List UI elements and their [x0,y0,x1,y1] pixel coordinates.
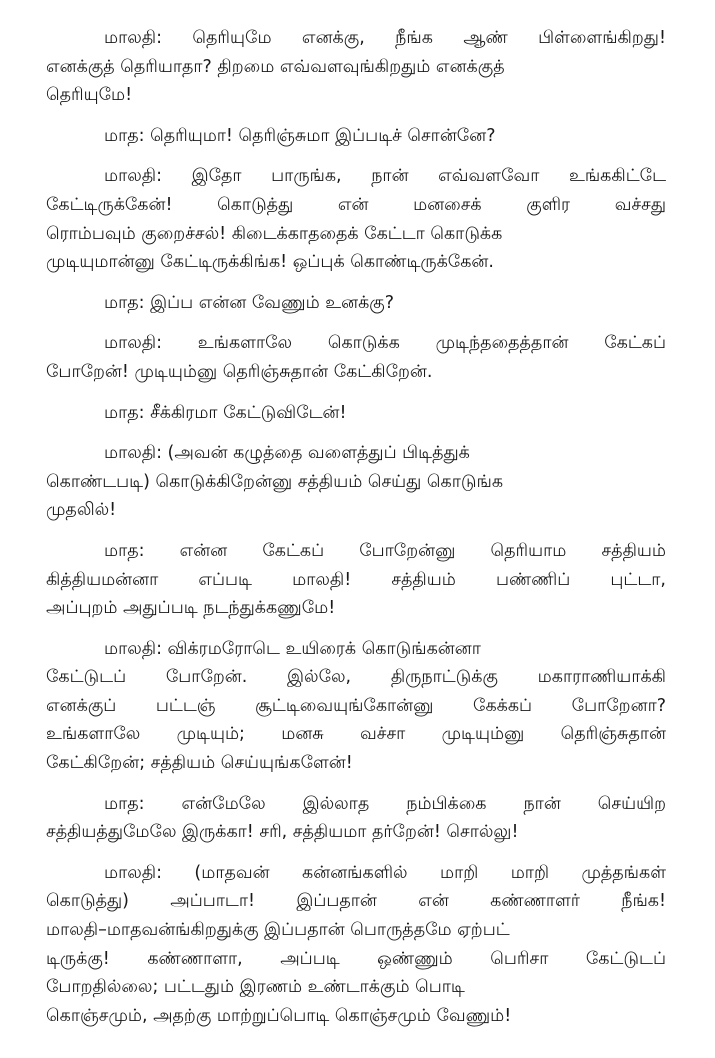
dialogue-paragraph [46,122,668,151]
dialogue-paragraph [46,859,668,1031]
text-line: போறேன்! முடியும்னு தெரிஞ்சுதான் கேட்கிறேன். [46,361,433,382]
text-line: உங்களாலே முடியும்; மனசு வச்சா முடியும்னு தெரிஞ்சுதான் [46,724,666,745]
text-line: போறதில்லை; பட்டதும் இரணம் உண்டாக்கும் பொடி [46,977,465,998]
text-line: டிருக்கு! கண்ணாளா, அப்படி ஒண்ணும் பெரிசா கேட்டுடப் [46,948,666,969]
dialogue-paragraph [46,790,668,847]
dialogue-paragraph [46,537,668,623]
text-line: மாலதி: (மாதவன் கன்னங்களில் மாறி மாறி முத்தங்கள் [104,862,666,883]
dialogue-paragraph [46,635,668,778]
text-line: மாலதி–மாதவன்ங்கிறதுக்கு இப்பதான் பொருத்தமே ஏற்பட் [46,920,510,941]
text-line: கொஞ்சமும், அதற்கு மாற்றுப்பொடி கொஞ்சமும் வேணும்! [46,1005,512,1026]
text-line: மாலதி: (அவன் கழுத்தை வளைத்துப் பிடித்துக் [104,443,470,464]
text-line: மாத: இப்ப என்ன வேணும் உனக்கு? [104,292,395,313]
text-line: மாலதி: இதோ பாருங்க, நான் எவ்வளவோ உங்ககிட்டே [104,166,666,187]
text-line: மாலதி: தெரியுமே எனக்கு, நீங்க ஆண் பிள்ளைங்கிறது! [104,28,666,48]
text-line: கொண்டபடி) கொடுக்கிறேன்னு சத்தியம் செய்து கொடுங்க [46,471,504,492]
text-line: எனக்குப் பட்டஞ் சூட்டிவையுங்கோன்னு கேக்கப் போறேனா? [46,695,666,716]
text-line: மாலதி: விக்ரமரோடெ உயிரைக் கொடுங்கன்னா [104,638,481,659]
text-line: சத்தியத்துமேலே இருக்கா! சரி, சத்தியமா தர்றேன்! சொல்லு! [46,822,519,843]
document-page [46,24,668,1042]
text-line: மாத: என்மேலே இல்லாத நம்பிக்கை நான் செய்யிற [104,793,666,814]
text-line: எனக்குத் தெரியாதா? திறமை எவ்வளவுங்கிறதும் எனக்குத் [46,56,505,77]
text-line: மாலதி: உங்களாலே கொடுக்க முடிந்ததைத்தான் கேட்கப் [104,333,666,354]
dialogue-paragraph [46,399,668,428]
text-line: கேட்கிறேன்; சத்தியம் செய்யுங்களேன்! [46,753,353,774]
dialogue-paragraph [46,162,668,276]
text-line: அப்புறம் அதுப்படி நடந்துக்கணுமே! [46,598,336,619]
dialogue-paragraph [46,329,668,386]
text-line: முடியுமான்னு கேட்டிருக்கிங்க! ஒப்புக் கொண்டிருக்கேன். [46,252,494,273]
dialogue-paragraph [46,289,668,318]
text-line: மாத: தெரியுமா! தெரிஞ்சுமா இப்படிச் சொன்னே? [104,125,496,146]
text-line: கேட்டுடப் போறேன். இல்லே, திருநாட்டுக்கு மகாராணியாக்கி [46,667,666,688]
dialogue-paragraph [46,439,668,525]
text-line: மாத: சீக்கிரமா கேட்டுவிடேன்! [104,402,347,423]
text-line: முதலில்! [46,500,117,521]
text-line: ரொம்பவும் குறைச்சல்! கிடைக்காததைக் கேட்டா கொடுக்க [46,223,503,244]
text-line: கொடுத்து) அப்பாடா! இப்பதான் என் கண்ணாளர் நீங்க! [46,891,666,912]
dialogue-paragraph [46,24,668,110]
text-line: கேட்டிருக்கேன்! கொடுத்து என் மனசைக் குளிர வச்சது [46,194,666,215]
text-line: கித்தியமன்னா எப்படி மாலதி! சத்தியம் பண்ணிப் புட்டா, [46,569,666,590]
text-line: தெரியுமே! [46,85,133,106]
text-line: மாத: என்ன கேட்கப் போறேன்னு தெரியாம சத்தியம் [104,540,666,561]
